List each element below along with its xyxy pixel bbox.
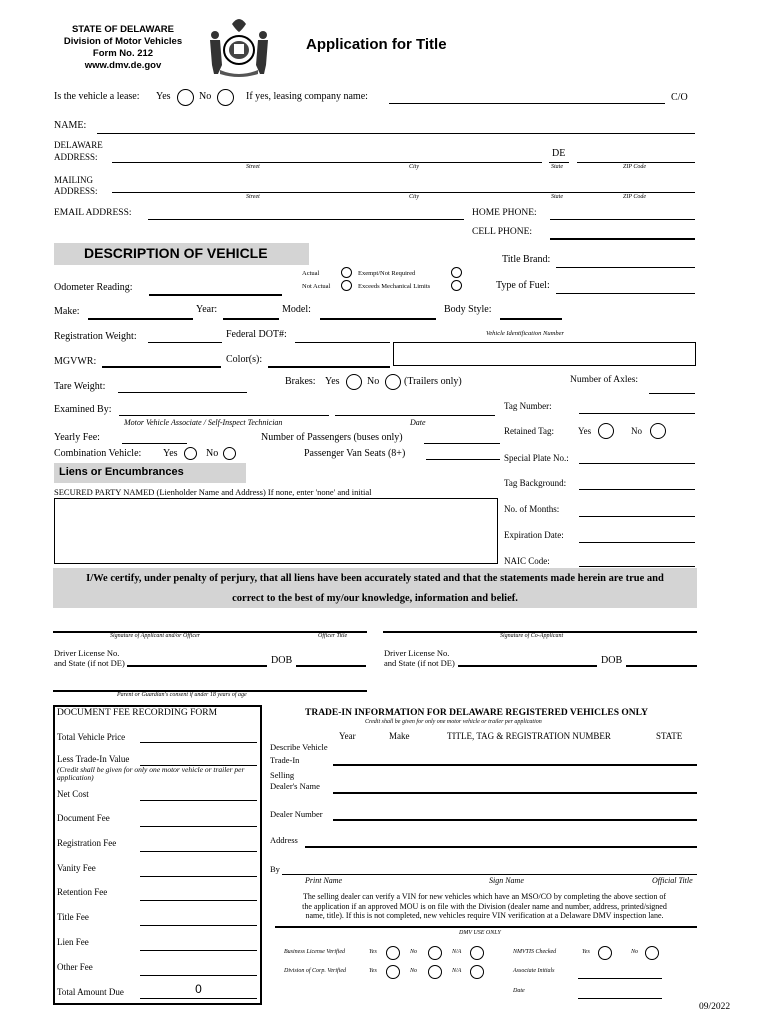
dealer-number-label: Dealer Number [270,809,323,819]
tag-number-label: Tag Number: [504,401,552,411]
odometer-label: Odometer Reading: [54,282,133,293]
corp-no-label: No [410,968,418,974]
net-cost-label: Net Cost [57,789,89,799]
net-cost-field[interactable] [140,800,257,801]
biz-no-radio[interactable] [428,946,442,960]
dealer-vin-note: The selling dealer can verify a VIN for new vehicles which have an MSO/CO by completing the above section of the application if an approved MOU is on file with the Division (dealer name and number, address, printed/signed name, title). If this is not completed, new vehicles require VIN verification at a Delaware DMV inspection lane. [302,892,667,920]
zip-caption: ZIP Code [623,194,647,200]
address-label: Address [270,835,298,845]
lien-fee-label: Lien Fee [57,937,89,947]
van-seats-label: Passenger Van Seats (8+) [304,448,406,459]
brakes-label: Brakes: [285,376,316,387]
model-field[interactable] [320,318,436,320]
axles-label: Number of Axles: [570,375,639,385]
tag-background-field[interactable] [579,489,695,490]
applicant-signature-caption: Signature of Applicant and/or Officer [110,633,200,639]
dmv-date-field[interactable] [578,998,662,999]
make-field[interactable] [88,318,193,320]
total-price-field[interactable] [140,742,257,743]
trade-in-vehicle-field[interactable] [333,764,697,766]
zip-caption: ZIP Code [623,164,647,170]
vin-field[interactable] [393,342,696,366]
trade-in-note: (Credit shall be given for only one motor vehicle or trailer per application) [57,765,245,782]
nmvtis-label: NMVTIS Checked [513,949,557,955]
retained-yes-radio[interactable] [598,423,614,439]
lease-yes-radio[interactable] [177,89,194,106]
nmvtis-no-radio[interactable] [645,946,659,960]
make-label: Make: [54,306,80,317]
vin-caption: Vehicle Identification Number [486,330,564,337]
tare-weight-label: Tare Weight: [54,381,106,392]
home-phone-label: HOME PHONE: [472,208,537,218]
examined-date-field[interactable] [335,415,495,416]
biz-yes-radio[interactable] [386,946,400,960]
total-price-label: Total Vehicle Price [57,732,126,742]
months-field[interactable] [579,516,695,517]
de-state-value: DE [552,148,566,159]
business-license-label: Business License Verified [284,949,345,955]
nmvtis-no-label: No [631,949,639,955]
email-label: EMAIL ADDRESS: [54,208,132,218]
fee-form-title: DOCUMENT FEE RECORDING FORM [57,708,218,718]
sign-name-caption: Sign Name [489,876,524,885]
agency-line: Form No. 212 [92,48,154,59]
agency-line: www.dmv.de.gov [84,60,162,71]
special-plate-field[interactable] [579,463,695,464]
dmv-date-label: Date [513,988,525,994]
agency-line: STATE OF DELAWARE [71,24,175,35]
months-label: No. of Months: [504,504,560,514]
mgvwr-field[interactable] [102,366,221,368]
yearly-fee-field[interactable] [122,443,187,444]
title-fee-field[interactable] [140,925,257,926]
selling-dealer-field[interactable] [333,792,697,794]
fee-form-box [53,705,262,1005]
dealer-number-field[interactable] [333,819,697,821]
retained-yes-label: Yes [578,426,592,436]
van-seats-field[interactable] [426,459,500,460]
brakes-no-radio[interactable] [385,374,401,390]
biz-no-label: No [410,949,418,955]
naic-field[interactable] [579,566,695,567]
dob-label-co-applicant: DOB [601,655,623,666]
combination-yes-label: Yes [163,448,178,459]
examined-by-label: Examined By: [54,404,112,415]
dl-field-applicant[interactable] [127,665,267,667]
actual-radio[interactable] [341,267,352,278]
street-caption: Street [246,164,260,170]
odometer-field[interactable] [149,294,282,296]
exceeds-radio[interactable] [451,280,462,291]
co-label: C/O [671,92,688,103]
associate-initials-field[interactable] [578,978,662,979]
mgvwr-label: MGVWR: [54,356,97,367]
colors-label: Color(s): [226,354,263,365]
associate-initials-label: Associate Initials [513,968,555,974]
yearly-fee-label: Yearly Fee: [54,432,100,443]
total-due-field[interactable] [140,998,257,999]
colors-field[interactable] [268,366,390,368]
lease-question: Is the vehicle a lease: [54,91,140,102]
nmvtis-yes-label: Yes [582,949,590,955]
date-caption: Date [410,418,426,427]
body-style-field[interactable] [500,318,562,320]
brakes-yes-label: Yes [325,376,340,387]
model-label: Model: [282,304,311,315]
trade-in-separator [275,926,697,928]
state-caption: State [551,164,563,170]
print-name-caption: Print Name [305,876,343,885]
mailing-address-label: MAILING ADDRESS: [54,175,98,196]
naic-label: NAIC Code: [504,556,550,566]
col-state-header: STATE [656,731,683,741]
mailing-address-field[interactable] [112,192,695,193]
total-due-label: Total Amount Due [57,987,124,997]
agency-block [58,24,188,72]
corp-yes-label: Yes [369,968,377,974]
by-label: By [270,864,280,874]
title-brand-field[interactable] [556,267,695,268]
registration-fee-field[interactable] [140,851,257,852]
name-field[interactable] [97,133,695,134]
document-fee-label: Document Fee [57,813,110,823]
lease-no-radio[interactable] [217,89,234,106]
dob-field-co-applicant[interactable] [626,665,697,667]
lien-fee-field[interactable] [140,950,257,951]
not-actual-label: Not Actual [302,283,331,290]
officer-title-caption: Officer Title [318,633,348,639]
dob-label-applicant: DOB [271,655,293,666]
guardian-caption: Parent or Guardian's consent if under 18 years of age [117,692,247,698]
other-fee-label: Other Fee [57,962,93,972]
federal-dot-field[interactable] [295,342,390,343]
name-label: NAME: [54,120,87,131]
brakes-no-label: No [367,376,380,387]
de-address-street-field[interactable] [112,162,542,163]
fuel-field[interactable] [556,293,695,294]
fuel-label: Type of Fuel: [496,280,550,291]
document-fee-field[interactable] [140,826,257,827]
city-caption: City [409,194,419,200]
combination-label: Combination Vehicle: [54,448,142,459]
combination-yes-radio[interactable] [184,447,197,460]
secured-party-label: SECURED PARTY NAMED (Lienholder Name and Address) If none, enter 'none' and initial [54,487,372,497]
col-title-header: TITLE, TAG & REGISTRATION NUMBER [447,731,611,741]
reg-weight-label: Registration Weight: [54,331,137,342]
title-fee-label: Title Fee [57,912,89,922]
retention-fee-field[interactable] [140,900,257,901]
year-label: Year: [196,304,218,315]
combination-no-radio[interactable] [223,447,236,460]
passengers-label: Number of Passengers (buses only) [261,432,403,443]
de-state-field [549,162,569,163]
nmvtis-yes-radio[interactable] [598,946,612,960]
other-fee-field[interactable] [140,975,257,976]
dl-field-co-applicant[interactable] [458,665,597,667]
cell-phone-label: CELL PHONE: [472,227,533,237]
corp-yes-radio[interactable] [386,965,400,979]
certification-statement: I/We certify, under penalty of perjury, that all liens have been accurately stated and that the statements made herein are true and correct to the best of my/our knowledge, information and belief. [53,568,697,608]
actual-label: Actual [302,270,320,277]
tare-weight-field[interactable] [118,392,247,393]
dl-label-applicant: Driver License No. and State (if not DE) [54,648,125,668]
examined-by-field[interactable] [119,415,329,416]
not-actual-radio[interactable] [341,280,352,291]
reg-weight-field[interactable] [148,342,222,343]
corp-na-label: N/A [452,968,462,974]
home-phone-field[interactable] [550,219,695,220]
exceeds-label: Exceeds Mechanical Limits [358,283,431,290]
trade-in-label: Less Trade-In Value [57,754,130,764]
year-field[interactable] [223,318,279,320]
co-applicant-caption: Signature of Co-Applicant [500,633,564,639]
trade-in-title: TRADE-IN INFORMATION FOR DELAWARE REGISTERED VEHICLES ONLY [305,708,648,718]
total-due-value: 0 [195,982,202,996]
examiner-caption: Motor Vehicle Associate / Self-Inspect Technician [124,418,283,427]
vehicle-section-title: DESCRIPTION OF VEHICLE [54,243,309,265]
city-caption: City [409,164,419,170]
lienholder-box[interactable] [54,498,498,564]
liens-section-title: Liens or Encumbrances [54,463,246,483]
title-brand-label: Title Brand: [502,254,551,265]
expiration-field[interactable] [579,542,695,543]
official-title-caption: Official Title [652,876,693,885]
cell-phone-field[interactable] [550,238,695,240]
body-style-label: Body Style: [444,304,492,315]
exempt-radio[interactable] [451,267,462,278]
trailers-only-label: (Trailers only) [404,376,462,387]
lease-no-label: No [199,91,212,102]
corp-no-radio[interactable] [428,965,442,979]
street-caption: Street [246,194,260,200]
combination-no-label: No [206,448,219,459]
biz-na-radio[interactable] [470,946,484,960]
dmv-use-title: DMV USE ONLY [459,930,501,936]
col-make-header: Make [389,731,410,741]
passengers-field[interactable] [424,443,500,444]
tag-background-label: Tag Background: [504,478,567,488]
biz-na-label: N/A [452,949,462,955]
page-title: Application for Title [306,36,447,53]
de-zip-field[interactable] [577,162,695,163]
registration-fee-label: Registration Fee [57,838,117,848]
corp-na-radio[interactable] [470,965,484,979]
col-year-header: Year [339,731,356,741]
leasing-company-field[interactable] [389,103,665,104]
agency-line: Division of Motor Vehicles [63,36,183,47]
vanity-fee-field[interactable] [140,876,257,877]
corp-verified-label: Division of Corp. Verified [284,968,346,974]
retained-no-radio[interactable] [650,423,666,439]
retention-fee-label: Retention Fee [57,887,108,897]
retained-tag-label: Retained Tag: [504,426,554,436]
dob-field-applicant[interactable] [296,665,366,667]
selling-dealer-label: Selling Dealer's Name [270,770,320,791]
federal-dot-label: Federal DOT#: [226,329,287,340]
by-field[interactable] [282,874,697,875]
describe-vehicle-label: Describe Vehicle Trade-In [270,742,328,765]
exempt-label: Exempt/Not Required [358,270,416,277]
delaware-seal-icon [204,10,274,78]
axles-field[interactable] [649,393,695,394]
de-address-label: DELAWARE ADDRESS: [54,140,103,162]
vanity-fee-label: Vanity Fee [57,863,96,873]
tag-number-field[interactable] [579,413,695,414]
expiration-label: Expiration Date: [504,530,564,540]
special-plate-label: Special Plate No.: [504,453,569,463]
dl-label-co-applicant: Driver License No. and State (if not DE) [384,648,455,668]
state-caption: State [551,194,563,200]
leasing-company-label: If yes, leasing company name: [246,91,368,102]
email-field[interactable] [148,219,464,220]
retained-no-label: No [631,426,642,436]
dealer-address-field[interactable] [305,846,697,848]
form-revision: 09/2022 [699,1002,731,1012]
trade-in-subtitle: Credit shall be given for only one motor vehicle or trailer per application [365,719,542,725]
lease-yes-label: Yes [156,91,171,102]
brakes-yes-radio[interactable] [346,374,362,390]
biz-yes-label: Yes [369,949,377,955]
